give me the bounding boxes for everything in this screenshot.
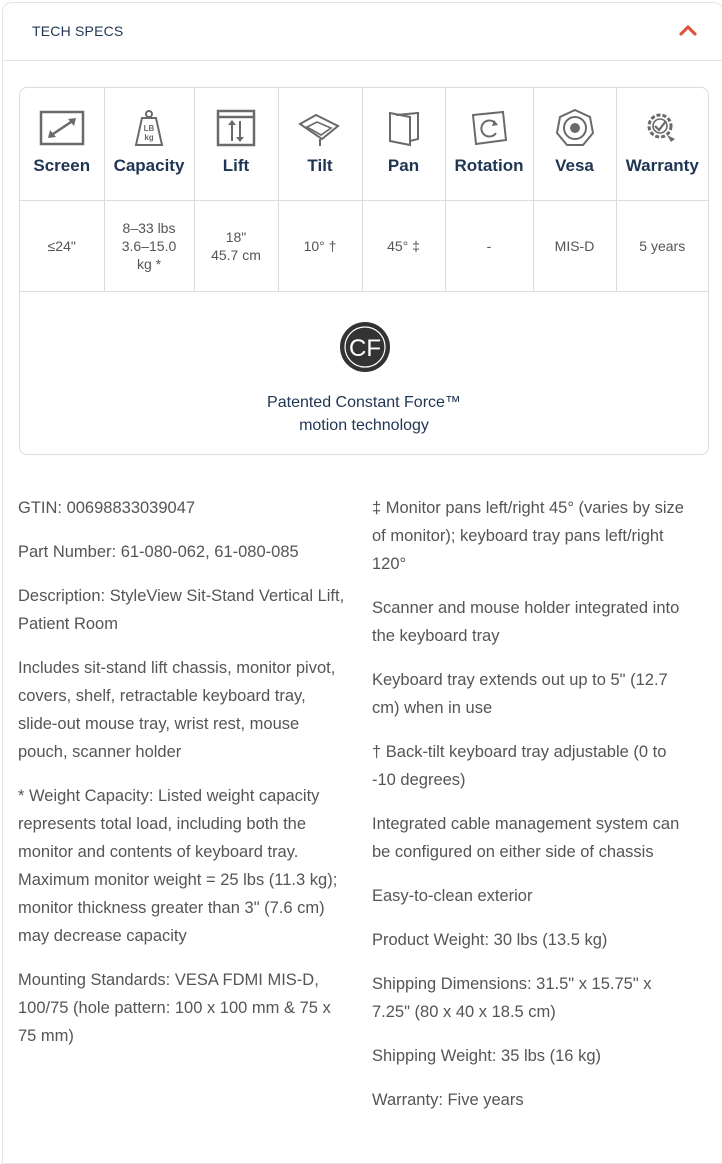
caption-line2: motion technology [299, 417, 429, 434]
pan-icon [380, 109, 428, 147]
chevron-up-icon[interactable] [676, 19, 700, 43]
screen-icon [38, 109, 86, 147]
spec-label: Rotation [454, 156, 524, 175]
weight-icon [125, 109, 173, 147]
tilt-icon [296, 109, 344, 147]
spec-vesa [533, 88, 616, 201]
detail-includes: Includes sit-stand lift chassis, monitor pivot, covers, shelf, retractable keyboard tray, slide-out mouse tray, wrist rest, mouse pouch, scanner holder [18, 659, 336, 761]
detail-cable-management: Integrated cable management system can be configured on either side of chassis [372, 815, 680, 861]
constant-force-icon [340, 322, 390, 372]
spec-value-pan: 45° ‡ [362, 201, 445, 292]
detail-keyboard-tray: Keyboard tray extends out up to 5" (12.7 cm) when in use [372, 671, 668, 717]
detail-scanner-holder: Scanner and mouse holder integrated into the keyboard tray [372, 599, 680, 645]
spec-value-warranty: 5 years [616, 201, 708, 292]
spec-label: Pan [387, 156, 420, 175]
rotation-icon [465, 109, 513, 147]
spec-label: Lift [222, 156, 250, 175]
spec-value-lift: 18" 45.7 cm [194, 201, 278, 292]
spec-value-rotation: - [445, 201, 533, 292]
spec-label: Warranty [625, 156, 699, 175]
details-left-column [18, 494, 346, 1066]
detail-shipping-weight: Shipping Weight: 35 lbs (16 kg) [372, 1047, 601, 1065]
spec-label: Screen [33, 156, 91, 175]
spec-label: Tilt [307, 156, 333, 175]
caption-line1: Patented Constant Force™ [267, 394, 461, 411]
detail-product-weight: Product Weight: 30 lbs (13.5 kg) [372, 931, 608, 949]
detail-pan-note: ‡ Monitor pans left/right 45° (varies by size of monitor); keyboard tray pans left/right 120° [372, 499, 684, 573]
weight-icon-lb: LB [143, 124, 155, 133]
spec-warranty [616, 88, 708, 201]
spec-value-tilt: 10° † [278, 201, 362, 292]
spec-lift [194, 88, 278, 201]
detail-exterior: Easy-to-clean exterior [372, 887, 533, 905]
detail-back-tilt: † Back-tilt keyboard tray adjustable (0 to -10 degrees) [372, 743, 667, 789]
weight-icon-kg: kg [144, 133, 154, 142]
spec-value-vesa: MIS-D [533, 201, 616, 292]
detail-warranty: Warranty: Five years [372, 1091, 524, 1109]
detail-weight-capacity: * Weight Capacity: Listed weight capacity represents total load, including both the monitor and contents of keyboard tray. Maximum monitor weight = 25 lbs (11.3 kg); monitor thickness greater than 3" (7.6 cm) may decrease capacity [18, 787, 338, 945]
spec-table [20, 88, 708, 292]
constant-force-caption [20, 391, 708, 437]
spec-label: Vesa [555, 156, 594, 175]
section-title: TECH SPECS [32, 23, 124, 39]
spec-value-screen: ≤24" [20, 201, 104, 292]
vesa-badge-icon [551, 109, 599, 147]
spec-pan [362, 88, 445, 201]
detail-gtin: GTIN: 00698833039047 [18, 499, 196, 517]
cf-badge-text: CF [349, 335, 381, 362]
warranty-gear-icon [638, 109, 686, 147]
spec-tilt [278, 88, 362, 201]
lift-icon [212, 109, 260, 147]
details-right-column [372, 494, 692, 1130]
detail-mounting-standards: Mounting Standards: VESA FDMI MIS-D, 100/75 (hole pattern: 100 x 100 mm & 75 x 75 mm) [18, 971, 331, 1045]
detail-part-number: Part Number: 61-080-062, 61-080-085 [18, 543, 299, 561]
constant-force-feature [20, 292, 708, 454]
spec-rotation [445, 88, 533, 201]
spec-capacity [104, 88, 194, 201]
spec-table-box [19, 87, 709, 455]
detail-description: Description: StyleView Sit-Stand Vertical Lift, Patient Room [18, 587, 345, 633]
spec-label: Capacity [113, 156, 185, 175]
spec-screen [20, 88, 104, 201]
spec-value-capacity: 8–33 lbs 3.6–15.0 kg * [104, 201, 194, 292]
detail-shipping-dimensions: Shipping Dimensions: 31.5" x 15.75" x 7.25" (80 x 40 x 18.5 cm) [372, 975, 652, 1021]
tech-specs-header[interactable] [3, 3, 722, 61]
